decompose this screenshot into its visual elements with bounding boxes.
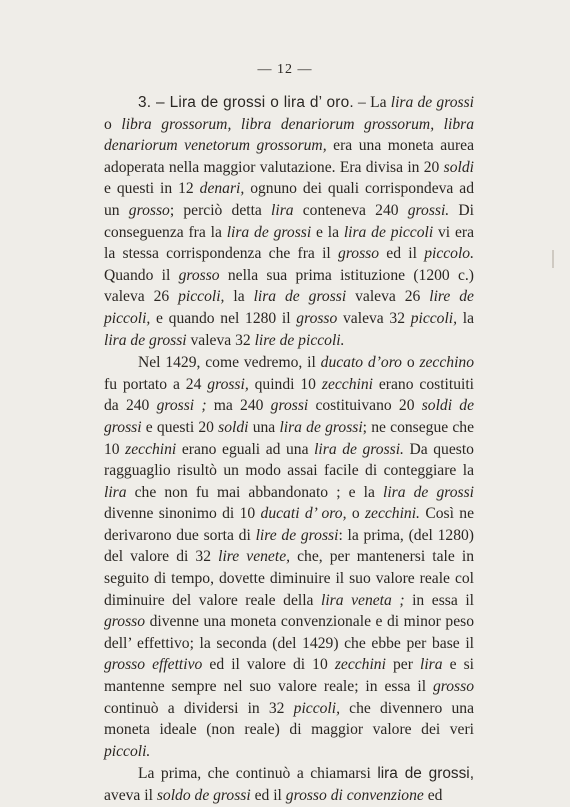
text-run: valeva 32 <box>337 309 411 327</box>
italic-term: lira de grossi <box>253 288 347 306</box>
text-run: e questi in 12 <box>104 180 200 198</box>
italic-term: piccolo. <box>424 245 474 263</box>
italic-term: lira de grossi <box>383 483 474 501</box>
italic-term: libra grossorum, libra denariorum grossorum, libra denariorum venetorum grossorum, <box>104 115 474 155</box>
text-run: Quando il <box>104 266 179 284</box>
text-run: ed il valore di 10 <box>202 656 335 674</box>
text-run: la <box>457 309 475 327</box>
italic-term: grossi ; <box>156 397 207 415</box>
italic-term: grosso <box>104 613 146 631</box>
italic-term: lira de piccoli <box>343 223 434 241</box>
text-run: divenne una moneta convenzionale e di minor peso dell’ effettivo; la seconda (del 1429) che ebbe per base il <box>104 613 474 652</box>
italic-term: grosso <box>432 678 474 696</box>
text-run: nella sua prima istituzione (1200 c.) valeva 26 <box>104 266 474 306</box>
italic-term: lira de grossi. <box>314 440 404 458</box>
text-run: continuò a dividersi in 32 <box>104 699 294 717</box>
italic-term: grossi. <box>407 201 450 219</box>
italic-term: ducati d’ oro, <box>260 505 347 523</box>
text-run: o <box>104 115 122 133</box>
italic-term: zecchini <box>334 656 386 674</box>
text-run: La prima, che continuò a chiamarsi <box>138 765 378 783</box>
text-run: la <box>224 288 254 306</box>
text-run: fu portato a 24 <box>104 375 208 393</box>
text-run: quindi 10 <box>248 375 322 393</box>
text-run: ; perciò detta <box>169 201 272 219</box>
text-run: ed il <box>250 787 286 804</box>
text-run: ; ne consegue che 10 <box>104 418 475 458</box>
text-run: ognuno dei quali corrispondeva ad un <box>104 180 474 219</box>
paragraph <box>104 763 474 806</box>
text-run: era una moneta aurea adoperata nella maggior valutazione. Era divisa in 20 <box>104 137 475 176</box>
text-run: erano costituiti da 240 <box>104 375 474 415</box>
italic-term: ducato d’oro <box>320 354 402 372</box>
text-run: ma 240 <box>206 397 271 415</box>
text-run: che divennero una moneta ideale (non reale) di maggior valore dei veri <box>104 699 475 739</box>
text-run: o <box>346 505 365 523</box>
text-run: aveva il <box>104 787 157 804</box>
italic-term: grosso <box>296 309 338 327</box>
paragraph <box>104 92 474 351</box>
text-run: valeva 26 <box>346 288 430 306</box>
italic-term: soldi <box>443 158 474 176</box>
text-run: divenne sinonimo di 10 <box>104 505 261 523</box>
italic-term: grosso di convenzione <box>285 787 424 804</box>
body-text <box>104 92 474 807</box>
text-run: e questi 20 <box>141 418 219 436</box>
text-run: conteneva 240 <box>293 201 408 219</box>
italic-term: lire venete, <box>218 548 291 566</box>
text-run: Di conseguenza fra la <box>104 201 474 241</box>
text-run: ed il <box>379 245 425 263</box>
italic-term: grossi <box>270 397 309 415</box>
text-run: valeva 32 <box>186 331 255 349</box>
text-run: o <box>401 354 420 372</box>
paper-mark <box>552 250 554 268</box>
italic-term: lira de grossi <box>226 223 312 241</box>
text-run: e quando nel 1280 il <box>150 309 297 327</box>
text-run: per <box>385 656 420 674</box>
italic-term: zecchino <box>419 354 474 372</box>
italic-term: zecchini <box>321 375 373 393</box>
italic-term: piccoli, <box>178 288 225 306</box>
text-run: : la prima, (del 1280) del valore di 32 <box>104 526 474 566</box>
italic-term: zecchini <box>125 440 177 458</box>
italic-term: piccoli, <box>293 699 340 717</box>
italic-term: grosso <box>338 245 380 263</box>
italic-term: grosso <box>178 266 220 284</box>
text-run: ed <box>423 787 443 804</box>
italic-term: lire de piccoli, <box>104 288 474 327</box>
italic-term: lire de piccoli. <box>254 331 345 349</box>
page-number: — 12 — <box>257 62 313 77</box>
text-run: una <box>248 418 280 436</box>
italic-term: soldo de grossi <box>156 787 251 804</box>
text-run: Da questo ragguaglio risultò un modo assai facile di conteggiare la <box>104 440 474 480</box>
italic-term: lira <box>420 656 443 674</box>
text-run: e la <box>311 223 344 241</box>
text-run: in essa il <box>404 591 474 609</box>
bold-term: lira de grossi, <box>377 765 475 783</box>
text-run: costituivano 20 <box>308 397 422 415</box>
italic-term: lira veneta ; <box>321 591 405 609</box>
italic-term: lira de grossi <box>279 418 363 436</box>
text-run: – La <box>353 94 391 111</box>
paragraph <box>104 352 474 762</box>
italic-term: lira de grossi <box>104 331 187 349</box>
italic-term: grossi, <box>207 375 249 393</box>
section-heading: 3. – Lira de grossi o lira d’ oro. <box>138 94 354 111</box>
italic-term: lire de grossi <box>255 526 339 544</box>
text-run: che, per mantenersi tale in seguito di tempo, dovette diminuire il suo valore reale col diminuire del valore reale della <box>104 548 474 609</box>
italic-term: lira <box>271 201 294 219</box>
italic-term: piccoli. <box>104 742 151 760</box>
text-run: vi era la stessa corrispondenza che fra il <box>104 223 474 263</box>
text-run: e si mantenne sempre nel suo valore reale; in essa il <box>104 656 474 696</box>
italic-term: lira de grossi <box>390 94 474 111</box>
italic-term: soldi <box>218 418 249 436</box>
italic-term: grosso <box>128 201 170 219</box>
text-run: che non fu mai abbandonato ; e la <box>126 483 383 501</box>
italic-term: grosso effettivo <box>104 656 203 674</box>
italic-term: zecchini. <box>364 505 420 523</box>
text-run: erano eguali ad una <box>176 440 315 458</box>
italic-term: piccoli, <box>410 309 458 327</box>
italic-term: soldi de grossi <box>104 397 475 436</box>
text-run: Così ne derivarono due sorta di <box>104 505 474 544</box>
text-run: Nel 1429, come vedremo, il <box>138 354 321 372</box>
italic-term: lira <box>104 483 127 501</box>
italic-term: denari, <box>199 180 245 198</box>
